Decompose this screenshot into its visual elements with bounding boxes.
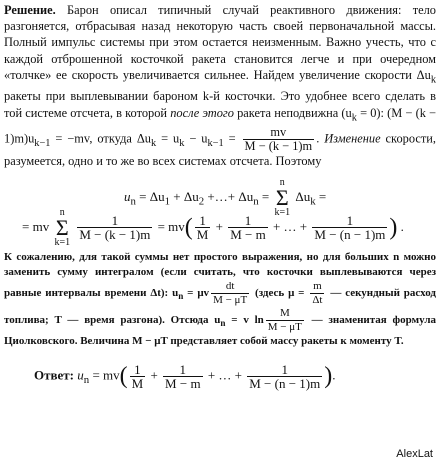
para1-text-g: − u [184, 131, 208, 146]
sub-k4: k [179, 138, 185, 150]
solution-label: Решение. [4, 3, 56, 17]
italic-change: Изменение [324, 131, 381, 146]
answer-label: Ответ: [34, 367, 75, 383]
fraction-mv: $\frac{mv}{M - (k - 1)m}$ [244, 125, 313, 154]
para1-text-b: ракеты при выплевывании бароном k-й косточки. Это удобнее всего сделать в той системе отсчета, в которой [4, 89, 436, 120]
sub-k1b: k−1 [207, 138, 224, 150]
para1-text-a: Барон описал типичный случай реактивного движения: тело разгоняется, отбрасывая назад некоторую часть своей первоначальной массы. Полный импульс системы при этом остается неизменным. Важно учесть, что с каждой отброшенной косточкой ракета становится легче и при очередном «толчке» ее скорость увеличивается сильнее. Найдем увеличение скорости Δu [4, 3, 436, 82]
para1-text-j: скорости, разумеется, одно и то же во всех системах отсчета. Поэтому [4, 131, 436, 169]
para1-text-h: = [223, 131, 241, 146]
sum-symbol: n Σ k=1 [274, 176, 291, 218]
para1-text-i: . [316, 131, 325, 146]
sub-k2: k [351, 112, 357, 124]
para1-text-f: = u [156, 131, 180, 146]
signature: AlexLat [396, 448, 433, 460]
italic-after-this: после этого [170, 105, 234, 120]
paragraph-solution [4, 2, 436, 170]
para1-text-c: ракета неподвижна (u [233, 105, 352, 120]
answer-line: Ответ: $u_n = mv$( $\frac{1}{M}$ + $\frac{1}{M - m}$ + … + $\frac{1}{M - (n - 1)m}$ ). [34, 361, 336, 391]
para1-text-d: = 0): (M − (k − 1)m)u [4, 105, 437, 146]
sub-k3: k [150, 138, 157, 150]
equation-sum: $u_n = \Delta u_1 + \Delta u_2$ +…+ $\Delta u_n = n$ Σ k=1 $\Delta u_k$ = [124, 176, 327, 218]
sub-k1: k−1 [34, 138, 51, 150]
paragraph-integral: К сожалению, для такой суммы нет простого выражения, но для больших n можно заменить сумму интегралом (если считать, что косточки выплевываются через равные интервалы времени Δt): $u_n = \mu v$ $\frac{dt}{M - \mu T}$ (здесь μ = $\frac{m}{\Delta t}$ — секундный расход топлива; T — время разгона). Отсюда $u_n = v$ ln $\frac{M}{M - \mu T}$ — знаменитая формула Циолковского. Величина M − μT представляет собой массу ракеты к моменту T. [4, 250, 436, 347]
para1-text-e: = −mv, откуда Δu [50, 131, 151, 146]
text-page [4, 2, 436, 405]
equation-expanded: = mv n Σ k=1 $\frac{1}{M - (k - 1)m}$ = mv( $\frac{1}{M}$ + $\frac{1}{M - m}$ + … + $\frac{1}{M - (n - 1)m}$ ) . [22, 206, 404, 248]
sub-k: k [430, 74, 436, 86]
